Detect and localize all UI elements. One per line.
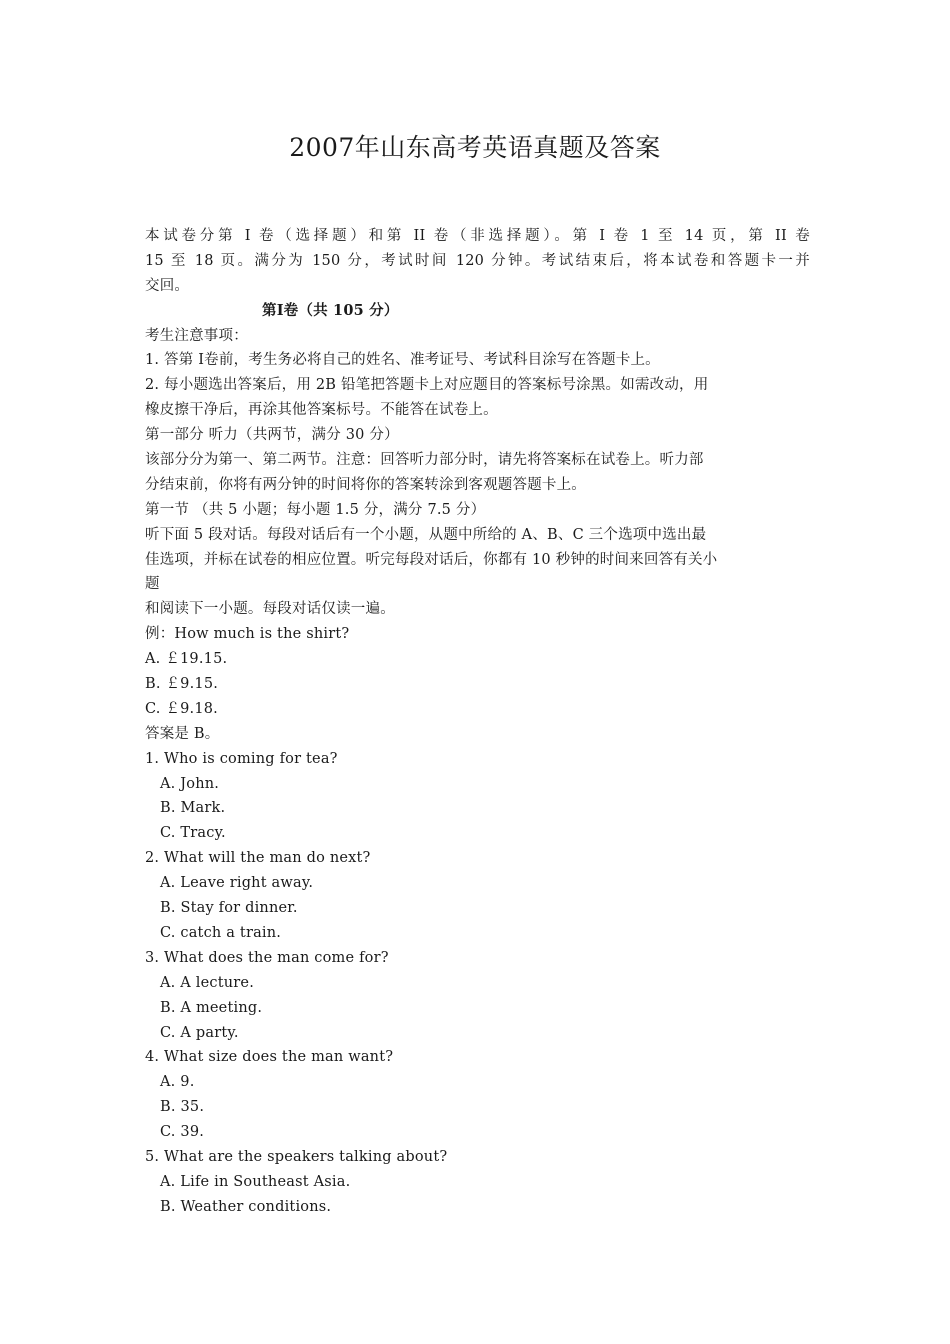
question-option: C. 39.: [160, 1124, 205, 1141]
question-option: B. Mark.: [160, 800, 226, 817]
question: 2. What will the man do next?: [145, 850, 371, 867]
example-option: A. ￡19.15.: [145, 651, 228, 668]
question-option: B. Stay for dinner.: [160, 900, 298, 917]
example-option: C. ￡9.18.: [145, 700, 218, 717]
intro-line: 交回。: [145, 277, 190, 294]
section-heading: 第Ⅰ卷（共 105 分）: [262, 301, 399, 319]
section1-desc: 听下面 5 段对话。每段对话后有一个小题，从题中所给的 A、B、C 三个选项中选出最: [145, 526, 707, 543]
notice-item: 橡皮擦干净后，再涂其他答案标号。不能答在试卷上。: [145, 402, 498, 419]
section1-desc: 和阅读下一小题。每段对话仅读一遍。: [145, 601, 395, 618]
page-title: 2007年山东高考英语真题及答案: [289, 133, 661, 162]
notice-heading: 考生注意事项：: [145, 327, 248, 344]
question-option: A. 9.: [160, 1074, 195, 1091]
question-option: A. A lecture.: [160, 974, 254, 991]
question-option: B. Weather conditions.: [160, 1198, 332, 1215]
intro-line: 15 至 18 页。满分为 150 分，考试时间 120 分钟。考试结束后，将本试卷和答题卡一并: [145, 252, 810, 269]
section1-desc: 题: [145, 576, 160, 593]
question-option: A. Life in Southeast Asia.: [160, 1173, 351, 1190]
example-option: B. ￡9.15.: [145, 676, 219, 693]
question-option: B. A meeting.: [160, 999, 263, 1016]
question-option: C. Tracy.: [160, 825, 226, 842]
part1-heading: 第一部分 听力（共两节，满分 30 分）: [145, 427, 399, 444]
example-answer: 答案是 B。: [145, 725, 220, 742]
section1-desc: 佳选项，并标在试卷的相应位置。听完每段对话后，你都有 10 秒钟的时间来回答有关小: [145, 551, 718, 568]
part1-desc: 分结束前，你将有两分钟的时间将你的答案转涂到客观题答题卡上。: [145, 476, 586, 493]
notice-item: 1. 答第 I卷前，考生务必将自己的姓名、准考证号、考试科目涂写在答题卡上。: [145, 352, 660, 369]
question-option: C. catch a train.: [160, 924, 282, 941]
question: 4. What size does the man want?: [145, 1049, 394, 1066]
notice-item: 2. 每小题选出答案后，用 2B 铅笔把答题卡上对应题目的答案标号涂黑。如需改动，用: [145, 377, 709, 394]
question-option: A. Leave right away.: [160, 875, 314, 892]
question: 5. What are the speakers talking about?: [145, 1148, 448, 1165]
document-body: [145, 224, 810, 1220]
section1-heading: 第一节 （共 5 小题；每小题 1.5 分，满分 7.5 分）: [145, 501, 486, 518]
question-option: C. A party.: [160, 1024, 239, 1041]
intro-line: 本试卷分第 I 卷（选择题）和第 II 卷（非选择题）。第 I 卷 1 至 14 页，第 II 卷: [145, 228, 810, 244]
part1-desc: 该部分分为第一、第二两节。注意：回答听力部分时，请先将答案标在试卷上。听力部: [145, 452, 704, 469]
example-question: 例：How much is the shirt?: [145, 626, 350, 643]
question-option: A. John.: [160, 775, 220, 792]
question: 1. Who is coming for tea?: [145, 750, 338, 767]
question-option: B. 35.: [160, 1099, 205, 1116]
question: 3. What does the man come for?: [145, 949, 389, 966]
